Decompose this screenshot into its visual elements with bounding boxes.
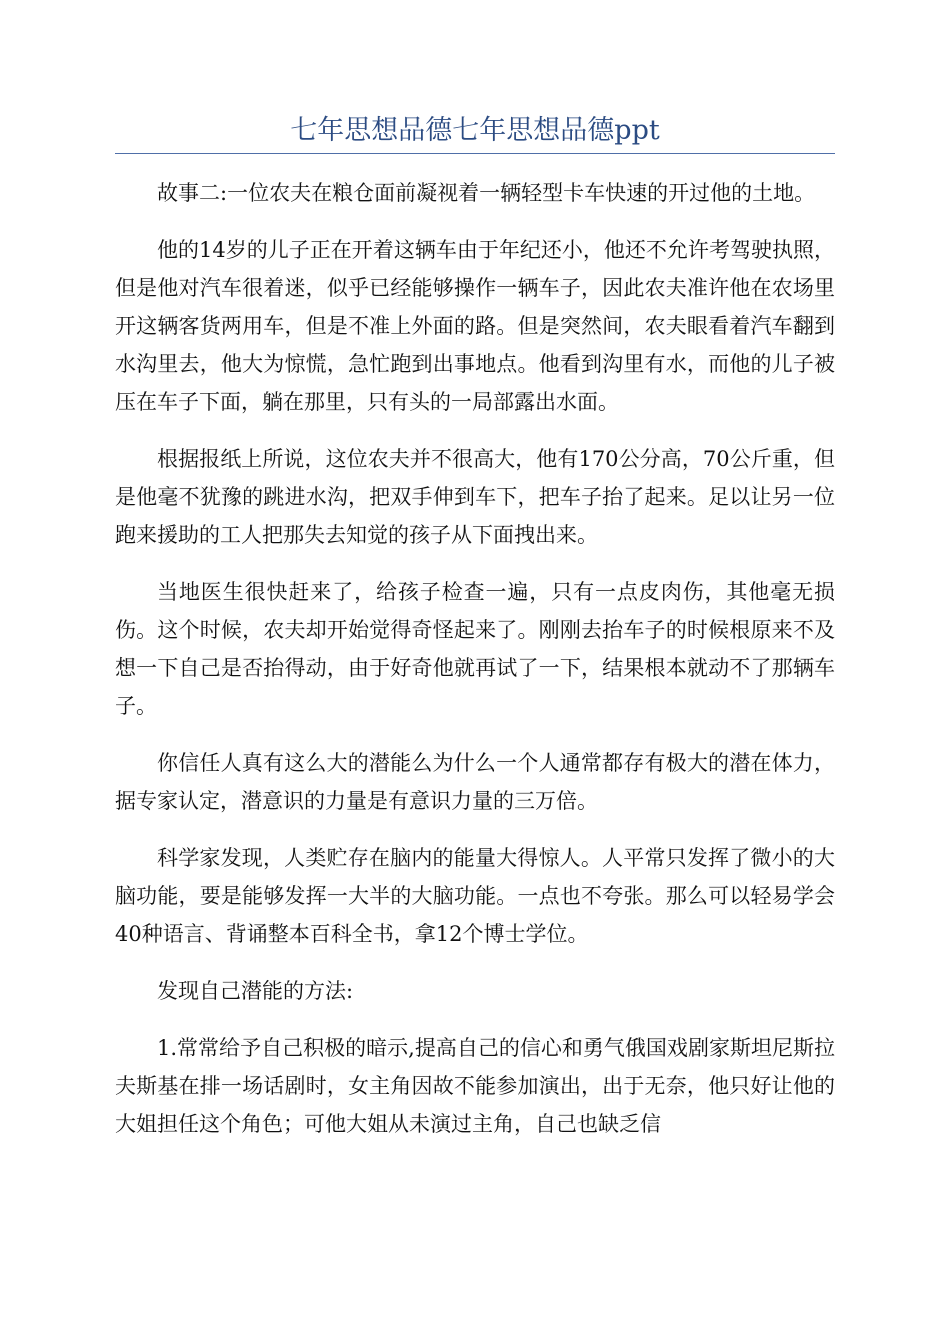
paragraph-potential-question: 你信任人真有这么大的潜能么为什么一个人通常都存有极大的潜在体力，据专家认定，潜意识的力量是有意识力量的三万倍。 — [115, 751, 835, 813]
paragraph-brain-energy: 科学家发现，人类贮存在脑内的能量大得惊人。人平常只发挥了微小的大脑功能，要是能够发挥一大半的大脑功能。一点也不夸张。那么可以轻易学会40种语言、背诵整本百科全书，拿12个博士学位。 — [115, 846, 835, 946]
document-body — [115, 174, 835, 1162]
paragraph-lifting-truck: 根据报纸上所说，这位农夫并不很高大，他有170公分高，70公斤重，但是他毫不犹豫的跳进水沟，把双手伸到车下，把车子抬了起来。足以让另一位跑来援助的工人把那失去知觉的孩子从下面拽出来。 — [115, 447, 835, 547]
paragraph-doctor-check: 当地医生很快赶来了，给孩子检查一遍，只有一点皮肉伤，其他毫无损伤。这个时候，农夫却开始觉得奇怪起来了。刚刚去抬车子的时候根原来不及想一下自己是否抬得动，由于好奇他就再试了一下，结果根本就动不了那辆车子。 — [115, 580, 835, 718]
paragraph-method-one: 1.常常给予自己积极的暗示,提高自己的信心和勇气俄国戏剧家斯坦尼斯拉夫斯基在排一场话剧时，女主角因故不能参加演出，出于无奈，他只好让他的大姐担任这个角色；可他大姐从未演过主角，自己也缺乏信 — [115, 1036, 835, 1136]
document-title: 七年思想品德七年思想品德ppt — [290, 115, 660, 146]
title-underline — [115, 153, 835, 154]
paragraph-son-accident: 他的14岁的儿子正在开着这辆车由于年纪还小，他还不允许考驾驶执照，但是他对汽车很着迷，似乎已经能够操作一辆车子，因此农夫准许他在农场里开这辆客货两用车，但是不准上外面的路。但是突然间，农夫眼看着汽车翻到水沟里去，他大为惊慌，急忙跑到出事地点。他看到沟里有水，而他的儿子被压在车子下面，躺在那里，只有头的一局部露出水面。 — [115, 238, 835, 414]
paragraph-methods-heading: 发现自己潜能的方法: — [157, 979, 354, 1003]
paragraph-story-intro: 故事二:一位农夫在粮仓面前凝视着一辆轻型卡车快速的开过他的土地。 — [157, 181, 816, 205]
